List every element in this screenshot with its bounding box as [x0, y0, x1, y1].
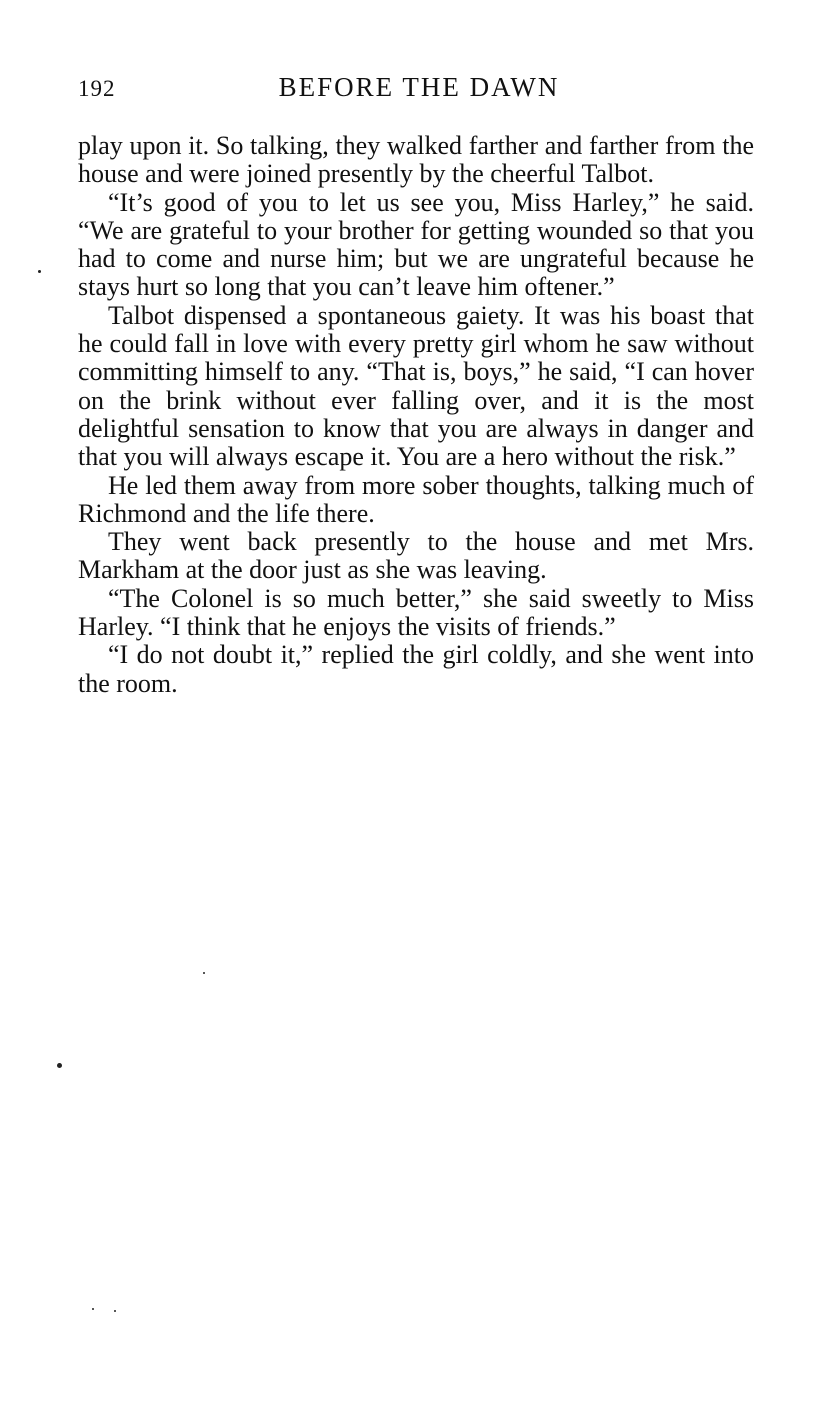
paragraph: He led them away from more sober thoughts, talking much of Richmond and the life there. [78, 470, 754, 528]
scan-speck [203, 972, 205, 974]
paragraph: They went back presently to the house and met Mrs. Markham at the door just as she was leaving. [78, 527, 754, 585]
paragraph-continued: play upon it. So talking, they walked farther and farther from the house and were joined presently by the cheerful Talbot. [78, 131, 754, 189]
page-header [78, 70, 754, 110]
page-number: 192 [78, 76, 116, 101]
paragraph: “I do not doubt it,” replied the girl coldly, and she went into the room. [78, 640, 754, 698]
paragraph: Talbot dispensed a spontaneous gaiety. It was his boast that he could fall in love with every pretty girl whom he saw without committing himself to any. “That is, boys,” he said, “I can hover on the brink without ever falling over, and it is the most delightful sensation to know that you are always in danger and that you will always escape it. You are a hero without the risk.” [78, 300, 754, 472]
paragraph: “It’s good of you to let us see you, Miss Harley,” he said. “We are grateful to your brother for getting wounded so that you had to come and nurse him; but we are ungrateful because he stays hurt so long that you can’t leave him oftener.” [78, 187, 754, 302]
paragraph: “The Colonel is so much better,” she said sweetly to Miss Harley. “I think that he enjoys the visits of friends.” [78, 583, 754, 642]
scan-speck [92, 1308, 94, 1310]
scan-speck [38, 270, 41, 273]
scan-speck [114, 1310, 116, 1312]
running-title: BEFORE THE DAWN [278, 72, 560, 102]
body-text [78, 132, 754, 698]
scan-speck [57, 1063, 62, 1068]
